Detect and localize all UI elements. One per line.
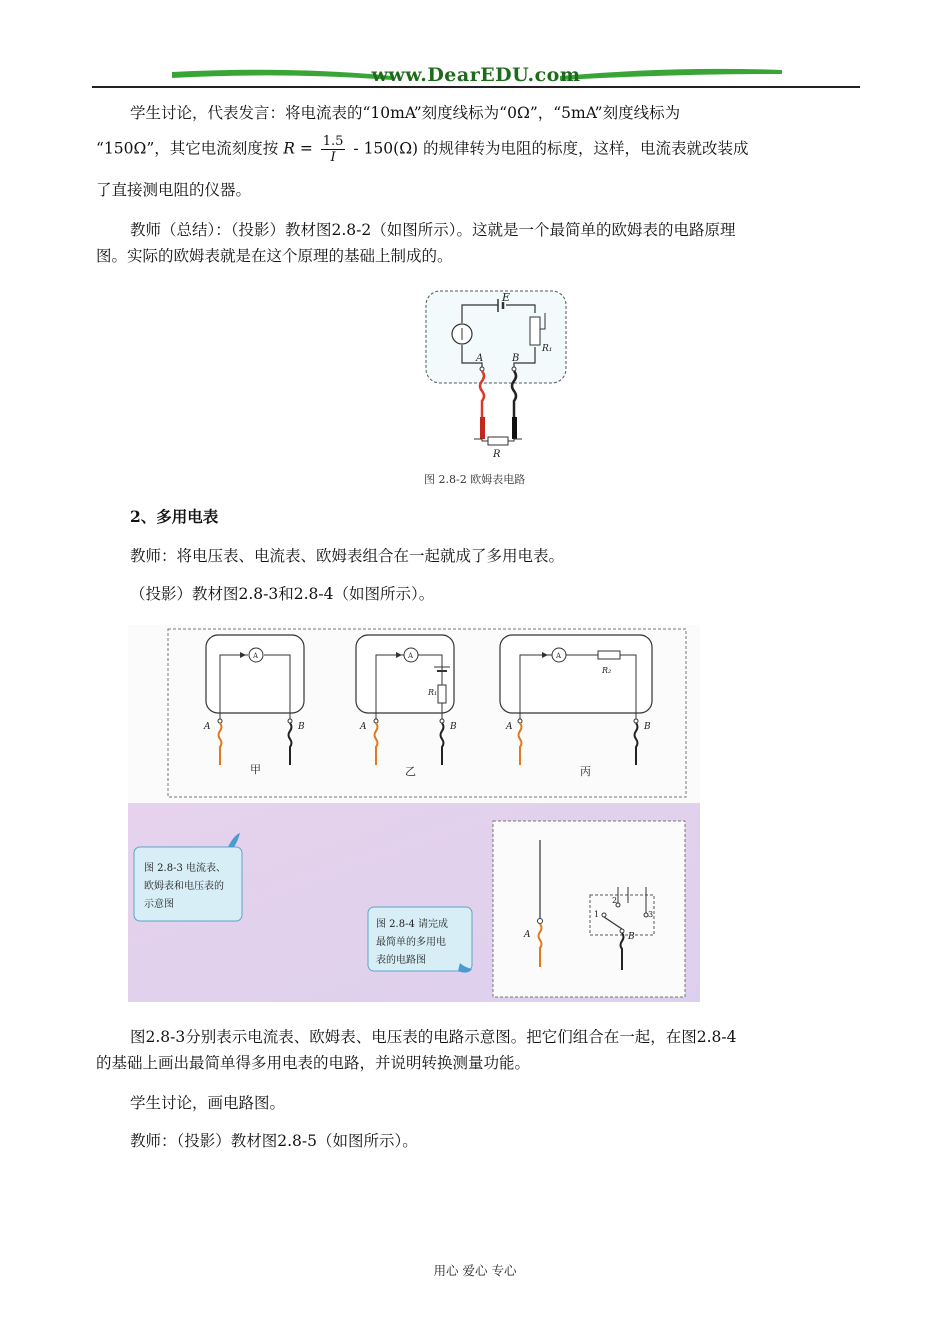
svg-text:B: B	[628, 932, 635, 942]
paragraph-1-line-2	[96, 134, 749, 165]
label-r1: R₁	[542, 344, 553, 354]
svg-text:1: 1	[594, 910, 600, 919]
paragraph-7: 教师：（投影）教材图2.8-5（如图所示）。	[130, 1132, 418, 1150]
svg-text:R₁: R₁	[428, 688, 438, 697]
rheostat-r1	[530, 317, 540, 345]
paragraph-2-line-2: 图。实际的欧姆表就是在这个原理的基础上制成的。	[96, 247, 453, 265]
resistor-r2	[598, 651, 620, 659]
paragraph-2-line-1: 教师（总结）：（投影）教材图2.8-2（如图所示）。这就是一个最简单的欧姆表的电路原理	[130, 221, 736, 239]
p1-text-b: 的规律转为电阻的标度，这样，电流表就改装成	[423, 139, 749, 158]
figure-multimeter-diagrams	[128, 625, 700, 1002]
formula-numerator: 1.5	[322, 134, 344, 149]
svg-text:A: A	[204, 722, 211, 732]
svg-text:A: A	[360, 722, 367, 732]
page-footer: 用心 爱心 专心	[433, 1263, 517, 1278]
svg-text:图 2.8-4 请完成: 图 2.8-4 请完成	[376, 919, 449, 930]
page-header	[92, 62, 860, 92]
header-rule	[92, 86, 860, 88]
caption-bing: 丙	[580, 765, 591, 778]
svg-text:3: 3	[648, 910, 654, 919]
label-r: R	[493, 449, 501, 460]
formula-tail: - 150(Ω)	[353, 139, 419, 158]
svg-text:欧姆表和电压表的: 欧姆表和电压表的	[144, 881, 224, 892]
svg-text:R₂: R₂	[602, 666, 612, 675]
label-b: B	[512, 353, 520, 364]
paragraph-4: （投影）教材图2.8-3和2.8-4（如图所示）。	[130, 585, 435, 603]
svg-text:2: 2	[612, 896, 618, 905]
paragraph-5-line-1: 图2.8-3分别表示电流表、欧姆表、电压表的电路示意图。把它们组合在一起，在图2.8-4	[130, 1028, 737, 1046]
caption-jia: 甲	[250, 763, 261, 776]
formula-denominator: I	[330, 150, 336, 165]
svg-text:B: B	[298, 722, 305, 732]
section-heading-multimeter: 2、多用电表	[130, 507, 219, 526]
label-e: E	[502, 291, 511, 304]
svg-text:A: A	[524, 930, 531, 940]
formula-fraction	[321, 134, 346, 165]
paragraph-1-line-1: 学生讨论，代表发言：将电流表的“10mA”刻度线标为“0Ω”，“5mA”刻度线标为	[130, 104, 681, 122]
paragraph-5-line-2: 的基础上画出最简单得多用电表的电路，并说明转换测量功能。	[96, 1054, 531, 1072]
paragraph-6: 学生讨论，画电路图。	[130, 1094, 286, 1112]
p1-text-a: “150Ω”，其它电流刻度按	[96, 139, 279, 158]
formula-eq: =	[299, 139, 313, 158]
paragraph-3: 教师：将电压表、电流表、欧姆表组合在一起就成了多用电表。	[130, 547, 565, 565]
figure-ohmmeter-circuit	[420, 285, 570, 490]
resistor-r	[488, 437, 508, 445]
label-a: A	[476, 353, 484, 364]
caption-yi: 乙	[405, 765, 416, 778]
figure1-caption: 图 2.8-2 欧姆表电路	[424, 473, 526, 486]
svg-text:B: B	[644, 722, 651, 732]
svg-text:A: A	[408, 652, 414, 660]
svg-text:示意图: 示意图	[144, 899, 174, 910]
figure-284-dashed-box	[493, 821, 685, 997]
svg-text:图 2.8-3 电流表、: 图 2.8-3 电流表、	[144, 863, 227, 874]
svg-text:A: A	[253, 652, 259, 660]
svg-text:最简单的多用电: 最简单的多用电	[376, 937, 446, 948]
svg-text:表的电路图: 表的电路图	[376, 955, 426, 966]
svg-text:B: B	[450, 722, 457, 732]
paragraph-1-line-3: 了直接测电阻的仪器。	[96, 181, 252, 199]
svg-text:A: A	[506, 722, 513, 732]
formula-r: R	[283, 139, 295, 158]
svg-text:A: A	[556, 652, 562, 660]
header-site[interactable]: www.DearEDU.com	[371, 64, 581, 86]
